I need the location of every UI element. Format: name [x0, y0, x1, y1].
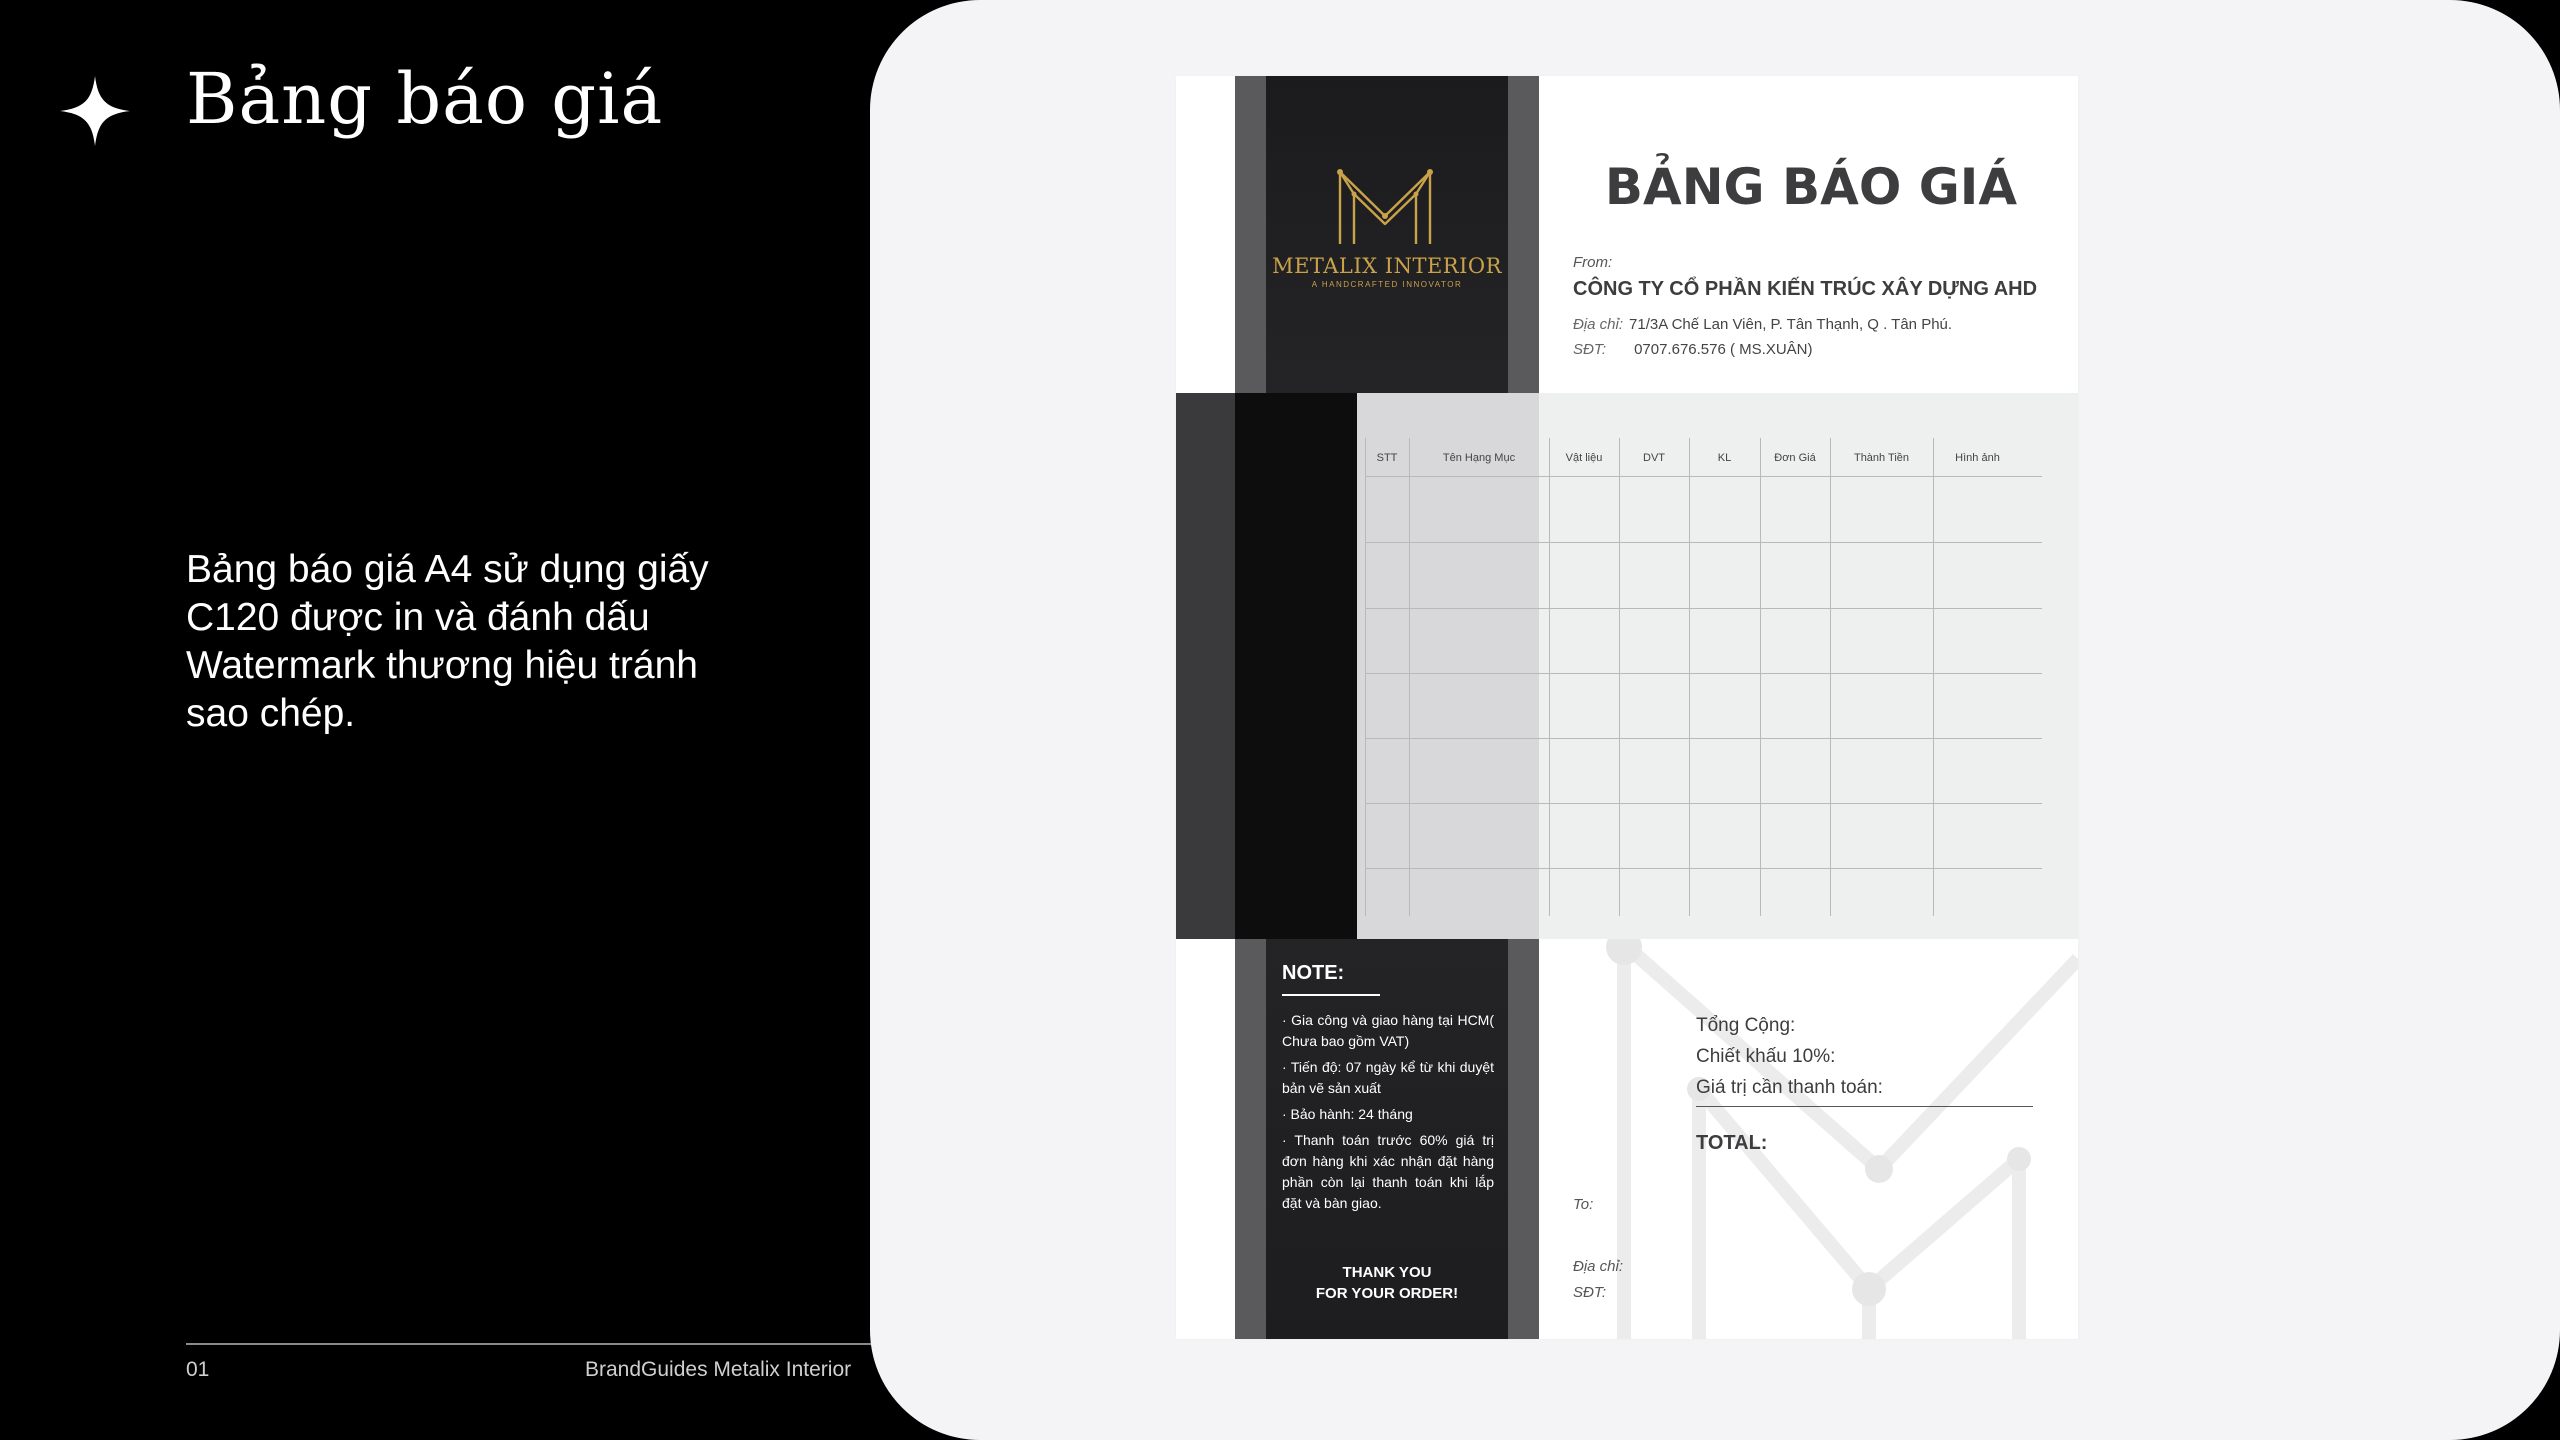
slide-description: Bảng báo giá A4 sử dụng giấy C120 được in và đánh dấu Watermark thương hiệu tránh sao chép. [186, 548, 709, 735]
company-name: CÔNG TY CỔ PHẦN KIẾN TRÚC XÂY DỰNG AHD [1573, 278, 2038, 300]
address-value: 71/3A Chế Lan Viên, P. Tân Thạnh, Q . Tân Phú. [1629, 316, 1953, 333]
recipient-address-label: Địa chỉ: [1573, 1258, 1624, 1275]
column-header: Thành Tiền [1853, 452, 1910, 464]
logo-tagline: A HANDCRAFTED INNOVATOR [1311, 280, 1463, 289]
note-item: · Tiến độ: 07 ngày kể từ khi duyệt bản vẽ sản xuất [1282, 1059, 1494, 1096]
totals-divider [1696, 1106, 2033, 1107]
note-underline [1282, 994, 1380, 996]
note-title: NOTE: [1282, 962, 1345, 984]
thank-you-note [1266, 1262, 1508, 1304]
column-header: DVT [1643, 452, 1665, 464]
phone-value: 0707.676.576 ( MS.XUÂN) [1634, 341, 1813, 358]
note-list [1282, 1010, 1494, 1219]
quote-table [1365, 438, 2042, 916]
sparkle-icon [60, 76, 130, 146]
footer-divider [186, 1343, 880, 1345]
total-label: TOTAL: [1696, 1132, 1768, 1154]
watermark-logo-icon [1539, 939, 2078, 1339]
quotation-document [1176, 76, 2078, 1339]
document-title: BẢNG BÁO GIÁ [1604, 158, 2018, 216]
page-number: 01 [186, 1358, 210, 1381]
slide-title: Bảng báo giá [186, 58, 664, 140]
to-label: To: [1573, 1196, 1594, 1213]
table-band-black [1235, 393, 1357, 939]
payable-label: Giá trị cần thanh toán: [1696, 1077, 1883, 1098]
recipient-phone-label: SĐT: [1573, 1284, 1607, 1301]
totals-block [1696, 1010, 1883, 1103]
thanks-line-2: FOR YOUR ORDER! [1315, 1285, 1459, 1302]
left-panel [0, 0, 880, 1440]
column-header: Hình ảnh [1955, 452, 2000, 464]
from-label: From: [1573, 254, 1613, 271]
table-band-dark [1176, 393, 1235, 939]
logo-name: METALIX INTERIOR [1272, 254, 1502, 278]
address-label: Địa chỉ: [1573, 316, 1624, 333]
discount-label: Chiết khấu 10%: [1696, 1046, 1836, 1067]
thanks-line-1: THANK YOU [1342, 1264, 1432, 1281]
column-header: STT [1376, 452, 1398, 464]
subtotal-label: Tổng Cộng: [1696, 1015, 1796, 1036]
note-item: · Gia công và giao hàng tại HCM( Chưa bao gồm VAT) [1282, 1012, 1494, 1049]
note-item: · Bảo hành: 24 tháng [1282, 1106, 1413, 1122]
column-header: Tên Hạng Mục [1442, 452, 1516, 464]
metalix-logo-icon [1336, 168, 1434, 248]
phone-label: SĐT: [1573, 341, 1607, 358]
column-header: Vật liệu [1565, 452, 1603, 464]
column-header: KL [1717, 452, 1732, 464]
company-phone [1573, 341, 1813, 358]
company-address [1573, 316, 1952, 333]
footer-brand: BrandGuides Metalix Interior [585, 1358, 852, 1381]
column-header: Đơn Giá [1774, 452, 1816, 464]
note-item: · Thanh toán trước 60% giá trị đơn hàng khi xác nhận đặt hàng phần còn lại thanh toán khi lắp đặt và bàn giao. [1282, 1132, 1494, 1211]
